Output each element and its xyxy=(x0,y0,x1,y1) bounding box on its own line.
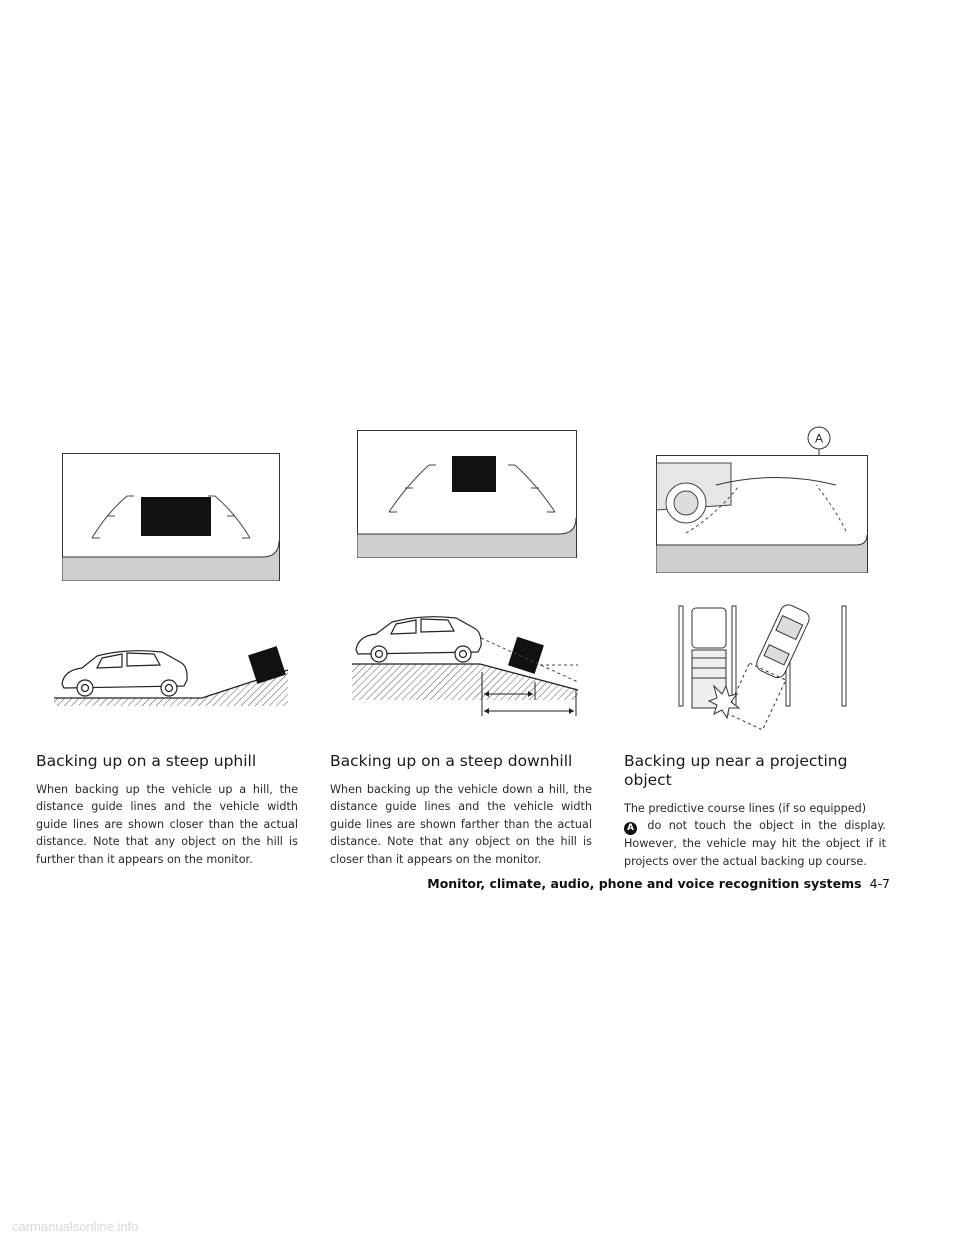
projecting-object-parking-illustration xyxy=(674,598,852,733)
projecting-object-monitor-illustration xyxy=(656,425,868,573)
downhill-car-illustration xyxy=(350,610,582,720)
callout-a-label: A xyxy=(814,431,824,446)
downhill-section xyxy=(330,752,592,868)
uphill-car-illustration xyxy=(52,640,292,710)
uphill-body: When backing up the vehicle up a hill, the distance guide lines and the vehicle width guide lines are shown closer than the actual distance. Note that any object on the hill is further than it appears on the monitor. xyxy=(36,783,298,866)
callout-a-badge: A xyxy=(624,822,637,835)
projecting-section xyxy=(624,752,886,870)
downhill-monitor-illustration xyxy=(357,430,577,558)
projecting-body xyxy=(624,800,886,870)
downhill-body: When backing up the vehicle down a hill, the distance guide lines and the vehicle width guide lines are shown farther than the actual distance. Note that any object on the hill is closer than it appears on the monitor. xyxy=(330,783,592,866)
uphill-section xyxy=(36,752,298,868)
watermark: carmanualsonline.info xyxy=(12,1219,139,1234)
projecting-body-before: The predictive course lines (if so equipped) xyxy=(624,802,867,815)
page-footer xyxy=(427,876,890,891)
footer-chapter: Monitor, climate, audio, phone and voice recognition systems xyxy=(427,876,862,891)
projecting-heading: Backing up near a projecting object xyxy=(624,752,848,789)
footer-page-number: 4-7 xyxy=(869,876,890,891)
uphill-heading: Backing up on a steep uphill xyxy=(36,752,257,770)
projecting-body-after: do not touch the object in the display. However, the vehicle may hit the object if it projects over the actual backing up course. xyxy=(624,819,886,868)
downhill-heading: Backing up on a steep downhill xyxy=(330,752,573,770)
uphill-monitor-illustration xyxy=(62,453,280,581)
